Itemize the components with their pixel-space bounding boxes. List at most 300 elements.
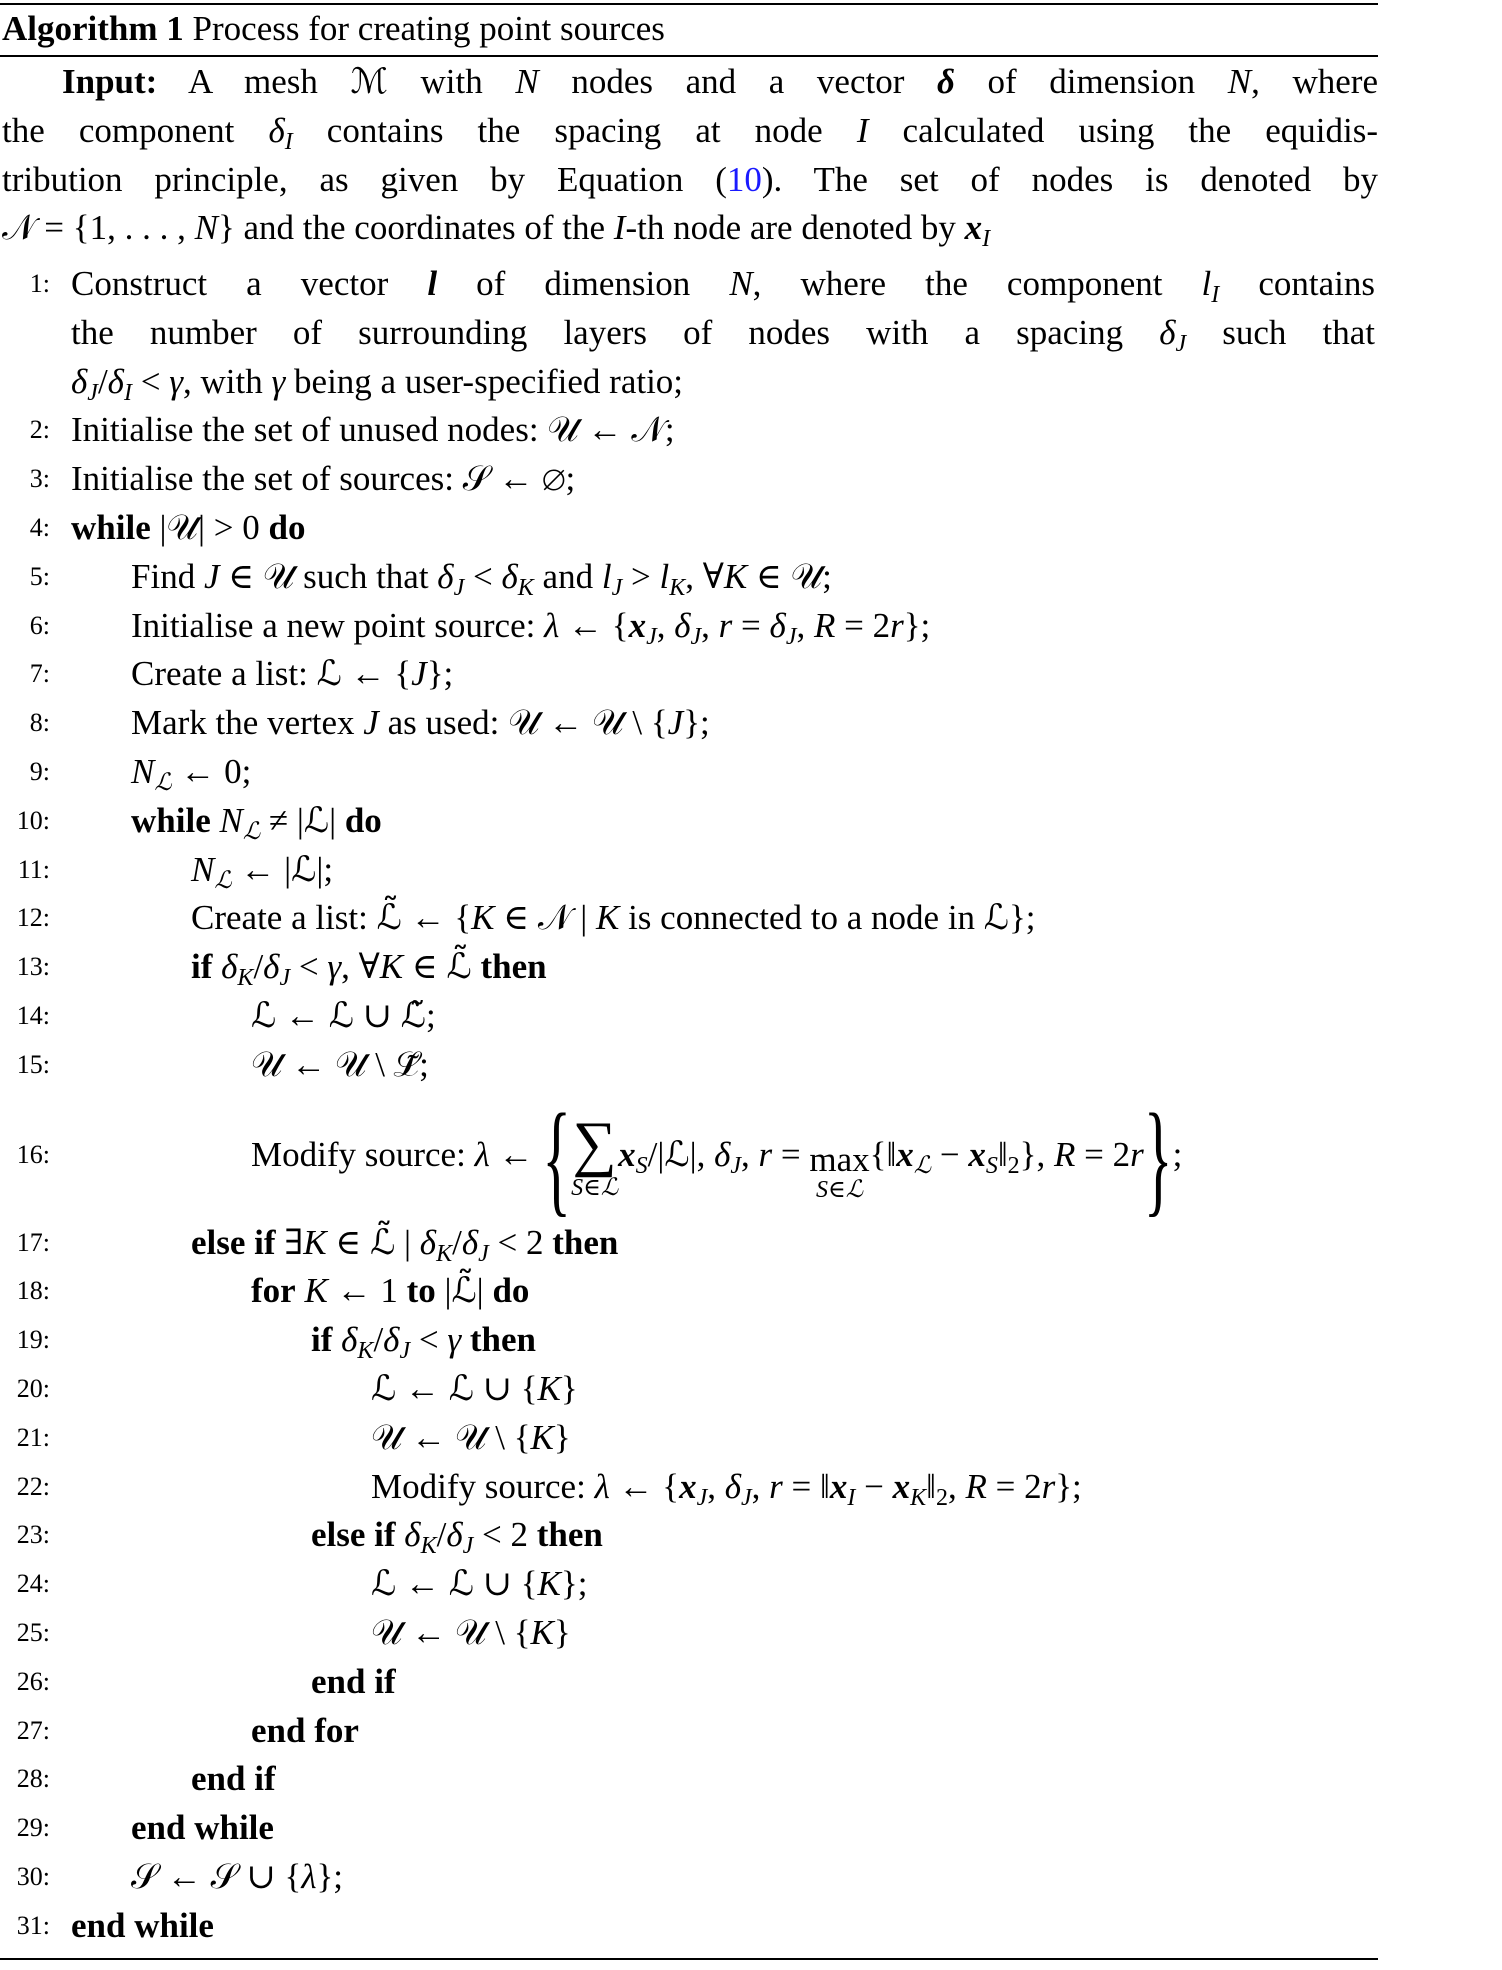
- line-number: 21:: [16, 1422, 50, 1452]
- subscript: J: [453, 574, 465, 601]
- text-run: ,: [656, 605, 675, 645]
- line-number: 25:: [16, 1617, 50, 1647]
- math-symbol: K: [379, 947, 404, 987]
- keyword: else if: [191, 1222, 276, 1262]
- line-row: [251, 1088, 1502, 1227]
- line-content: [71, 455, 1375, 504]
- operator-symbol: ∑: [572, 1110, 617, 1179]
- line-number: 4:: [29, 512, 50, 542]
- algorithm-line: [0, 1658, 1378, 1707]
- large-brace: {: [542, 1088, 572, 1227]
- line-content: [371, 1365, 1375, 1414]
- subscript: J: [87, 379, 98, 406]
- keyword: then: [469, 1320, 537, 1360]
- algorithm-line: [0, 602, 1378, 651]
- line-number: 23:: [16, 1520, 50, 1550]
- text-run: of dimension: [437, 264, 730, 303]
- line-row: [191, 1755, 1375, 1804]
- text-run: , with: [183, 361, 272, 401]
- subscript: J: [279, 965, 291, 992]
- line-number: 12:: [16, 903, 50, 933]
- text-run: ,: [707, 1466, 725, 1506]
- text-run: contains the spacing at node: [292, 110, 857, 150]
- line-content: [191, 1755, 1375, 1804]
- algorithm-line: [0, 1902, 1378, 1951]
- large-brace: }: [1143, 1088, 1173, 1227]
- text-run: Mark the vertex: [131, 703, 364, 743]
- line-row: [131, 1804, 1375, 1853]
- text-run: } and the coordinates of the: [217, 208, 614, 248]
- text-run: =: [732, 605, 770, 645]
- keyword: do: [492, 1271, 530, 1311]
- math-symbol: δ: [437, 556, 454, 596]
- text-run: tribution principle, as given by Equation (: [2, 159, 727, 199]
- text-run: };: [1055, 1466, 1082, 1506]
- keyword: while: [71, 507, 151, 547]
- line-row: [311, 1658, 1375, 1707]
- math-symbol: γ: [271, 361, 286, 401]
- text-run: /: [97, 361, 108, 401]
- text-run: ℒ ← ℒ ∪ {: [371, 1368, 538, 1408]
- subscript: I: [1211, 282, 1220, 308]
- line-number: 13:: [16, 952, 50, 982]
- math-symbol: δ: [268, 110, 285, 150]
- subscript: J: [611, 574, 623, 601]
- algorithm-line: [0, 1316, 1378, 1365]
- line-number: 19:: [16, 1325, 50, 1355]
- text-run: [332, 1320, 341, 1359]
- keyword: do: [344, 800, 382, 840]
- text-run: −: [931, 1134, 969, 1174]
- subscript: K: [237, 965, 254, 992]
- line-content: [191, 894, 1375, 943]
- line-number: 16:: [16, 1139, 50, 1169]
- subscript: K: [357, 1338, 374, 1365]
- math-symbol: N: [131, 751, 155, 791]
- algorithm-line: [0, 1463, 1378, 1512]
- math-symbol: K: [595, 898, 620, 938]
- math-symbol: r: [769, 1466, 783, 1506]
- math-symbol: K: [303, 1222, 327, 1262]
- subscript: K: [910, 1484, 927, 1511]
- line-row: [71, 260, 1375, 309]
- line-row: [311, 1316, 1375, 1365]
- text-run: ,: [741, 1134, 759, 1174]
- algorithm-label: Algorithm 1: [2, 9, 184, 48]
- keyword: to: [406, 1271, 436, 1311]
- algorithm-line: [0, 1609, 1378, 1658]
- math-symbol: λ: [594, 1466, 610, 1506]
- math-symbol: K: [471, 898, 495, 938]
- math-vector: x: [964, 208, 983, 248]
- math-symbol: δ: [769, 605, 786, 645]
- keyword: then: [480, 947, 547, 987]
- line-content: [371, 1609, 1375, 1658]
- math-vector: l: [427, 264, 438, 303]
- text-run: |𝒰| > 0: [150, 507, 269, 547]
- text-run: Modify source:: [251, 1134, 475, 1174]
- math-symbol: δ: [714, 1134, 731, 1174]
- math-symbol: δ: [461, 1222, 479, 1262]
- line-row: [251, 1707, 1375, 1756]
- text-run: };: [560, 1564, 588, 1604]
- algorithm-line: [0, 943, 1378, 992]
- line-row: [131, 650, 1375, 699]
- line-number: 22:: [16, 1471, 50, 1501]
- math-symbol: J: [203, 556, 220, 596]
- math-symbol: γ: [327, 947, 342, 987]
- algorithm-line: [0, 1511, 1378, 1560]
- text-run: < 2: [488, 1222, 553, 1262]
- algorithm-line: [0, 1707, 1378, 1756]
- text-run: Create a list: ℒ̃ ← {: [191, 898, 472, 938]
- algorithm-line: [0, 1365, 1378, 1414]
- algorithm-line: [0, 797, 1378, 846]
- text-run: 𝒮 ← 𝒮 ∪ {: [131, 1856, 302, 1896]
- math-symbol: δ: [501, 556, 518, 596]
- text-run: , ∀: [341, 947, 380, 987]
- line-row: [71, 455, 1375, 504]
- line-content: [251, 1041, 1375, 1090]
- text-run: }: [560, 1368, 578, 1408]
- text-run: 𝒰 ← 𝒰 \ {: [371, 1417, 531, 1457]
- math-vector: x: [628, 605, 647, 645]
- text-run: ∈ 𝒰;: [747, 556, 832, 596]
- algorithm-body: [0, 260, 1378, 1951]
- math-symbol: J: [411, 654, 427, 694]
- line-number: 24:: [16, 1569, 50, 1599]
- math-symbol: I: [856, 110, 869, 150]
- text-run: Construct a vector: [71, 264, 428, 303]
- keyword: Input:: [62, 62, 158, 101]
- line-number: 30:: [16, 1861, 50, 1891]
- line-content: [131, 553, 1375, 602]
- keyword: while: [131, 800, 211, 840]
- subscript: J: [462, 1533, 474, 1560]
- text-run: ← 0;: [171, 751, 252, 791]
- subscript: J: [399, 1338, 411, 1365]
- algorithm-line: [0, 699, 1378, 748]
- subscript: S: [635, 1152, 648, 1179]
- text-run: ;: [1172, 1134, 1183, 1174]
- subscript: 2: [1007, 1152, 1020, 1179]
- subscript: 2: [935, 1484, 948, 1511]
- algorithm-line: [0, 748, 1378, 797]
- algorithm-line: [0, 1414, 1378, 1463]
- text-run: ← |ℒ|;: [231, 849, 334, 889]
- line-row: [131, 1853, 1375, 1902]
- line-content: [371, 1560, 1375, 1609]
- text-run: as used: 𝒰 ← 𝒰 \ {: [378, 703, 668, 743]
- line-row: [131, 699, 1375, 748]
- keyword: else if: [311, 1515, 396, 1555]
- math-symbol: δ: [404, 1515, 421, 1555]
- math-symbol: N: [1227, 62, 1252, 101]
- keyword: do: [268, 507, 306, 547]
- math-symbol: δ: [674, 605, 691, 645]
- line-content: [311, 1658, 1375, 1707]
- text-run: ← {: [559, 605, 629, 645]
- algorithm-line: [0, 1088, 1378, 1227]
- line-content: [131, 1853, 1375, 1902]
- line-content: [131, 650, 1375, 699]
- text-run: = 2: [986, 1466, 1042, 1506]
- line-content: [371, 1414, 1375, 1463]
- text-run: Find: [131, 556, 204, 596]
- line-content: [131, 699, 1375, 748]
- text-run: ,: [751, 1466, 770, 1506]
- text-run: };: [316, 1856, 344, 1896]
- keyword: end if: [191, 1759, 276, 1799]
- line-number: 2:: [29, 415, 50, 445]
- subscript: K: [669, 574, 686, 601]
- subscript: ℒ: [913, 1152, 932, 1179]
- text-run: ,: [701, 605, 719, 645]
- line-row: [191, 1219, 1375, 1268]
- text-run: the component: [2, 110, 269, 150]
- subscript: ℒ: [154, 769, 172, 796]
- math-symbol: l: [659, 556, 670, 596]
- algorithm-line: [0, 894, 1378, 943]
- text-run: Initialise the set of sources: 𝒮 ← ∅;: [71, 459, 576, 499]
- math-symbol: J: [667, 703, 684, 743]
- line-row: [131, 602, 1375, 651]
- algorithm-caption: [2, 4, 665, 54]
- algorithm-line: [0, 1755, 1378, 1804]
- bottom-rule: [0, 1958, 1378, 1960]
- line-row: [371, 1609, 1375, 1658]
- text-run: ,: [947, 1466, 966, 1506]
- text-run: calculated using the equidis-: [868, 110, 1378, 150]
- math-symbol: K: [304, 1271, 328, 1311]
- line-content: [131, 602, 1375, 651]
- subscript: J: [1175, 330, 1187, 357]
- subscript: J: [730, 1152, 742, 1179]
- keyword: end for: [251, 1710, 359, 1750]
- line-number: 11:: [17, 854, 50, 884]
- text-run: ‖: [926, 1466, 936, 1506]
- line-row: [71, 406, 1375, 455]
- subscript: J: [741, 1484, 752, 1511]
- line-number: 31:: [16, 1910, 50, 1940]
- line-number: 26:: [16, 1666, 50, 1696]
- line-content: [191, 943, 1375, 992]
- subscript: K: [436, 1240, 453, 1267]
- keyword: end while: [131, 1808, 274, 1848]
- math-symbol: λ: [544, 605, 560, 645]
- text-run: <: [290, 947, 328, 987]
- line-number: 3:: [29, 464, 50, 494]
- subscript: ℒ: [242, 818, 261, 845]
- subscript: J: [696, 1484, 708, 1511]
- line-row: [371, 1560, 1375, 1609]
- line-number: 27:: [16, 1715, 50, 1745]
- subscript: J: [478, 1240, 489, 1267]
- line-row: [71, 358, 1375, 407]
- text-run: [212, 947, 221, 986]
- line-number: 15:: [16, 1049, 50, 1079]
- algorithm-line: [0, 1560, 1378, 1609]
- math-symbol: l: [1201, 264, 1212, 303]
- line-content: [251, 1088, 1502, 1227]
- text-run: , where: [1251, 62, 1378, 101]
- text-run: = 2: [1075, 1134, 1131, 1174]
- text-run: ∈ 𝒰 such that: [219, 556, 438, 596]
- math-vector: x: [679, 1466, 697, 1506]
- line-row: [251, 992, 1375, 1041]
- text-run: ∈ ℒ̃: [403, 947, 481, 987]
- input-row: [2, 204, 1378, 253]
- line-row: [71, 504, 1375, 553]
- line-number: 9:: [29, 756, 50, 786]
- subscript: I: [123, 379, 132, 406]
- math-symbol: γ: [169, 361, 183, 401]
- math-symbol: δ: [419, 1222, 437, 1262]
- algorithm-line: [0, 1804, 1378, 1853]
- line-content: [131, 1804, 1375, 1853]
- line-content: [251, 1267, 1375, 1316]
- subscript: J: [646, 623, 657, 650]
- math-symbol: N: [191, 849, 215, 889]
- text-run: ℒ ← ℒ ∪ ℒ̃;: [251, 995, 436, 1035]
- algorithm-line: [0, 650, 1378, 699]
- math-symbol: r: [890, 605, 904, 645]
- text-run: and: [533, 556, 602, 596]
- math-symbol: K: [537, 1564, 561, 1604]
- math-symbol: r: [1041, 1466, 1056, 1506]
- keyword: if: [311, 1320, 333, 1360]
- line-row: [311, 1511, 1375, 1560]
- text-run: nodes and a vector: [538, 62, 937, 101]
- text-run: 𝒰 ← 𝒰 \ ℒ̃;: [251, 1044, 429, 1084]
- algorithm-line: [0, 1219, 1378, 1268]
- text-run: ,: [796, 605, 814, 645]
- text-run: {‖: [869, 1134, 897, 1174]
- text-run: 𝒩 = {1, . . . ,: [2, 208, 195, 248]
- text-run: = ‖: [782, 1466, 830, 1506]
- math-symbol: J: [363, 703, 379, 743]
- text-run: ℒ ← ℒ ∪ {: [371, 1564, 538, 1604]
- math-symbol: N: [194, 208, 218, 248]
- line-number: 20:: [16, 1373, 50, 1403]
- line-row: [131, 797, 1375, 846]
- text-run: , ∀: [685, 556, 724, 596]
- text-run: such that: [1186, 312, 1375, 352]
- subscript: I: [284, 128, 293, 155]
- line-row: [251, 1267, 1375, 1316]
- operator-symbol: max: [809, 1139, 870, 1179]
- line-content: [71, 260, 1375, 406]
- line-row: [71, 1902, 1375, 1951]
- algorithm-line: [0, 553, 1378, 602]
- math-symbol: δ: [107, 361, 124, 401]
- text-run: >: [622, 556, 660, 596]
- math-symbol: R: [813, 605, 836, 645]
- keyword: end if: [311, 1661, 396, 1701]
- text-run: };: [903, 605, 931, 645]
- math-vector: x: [829, 1466, 848, 1506]
- keyword: then: [552, 1222, 619, 1262]
- keyword: if: [191, 947, 213, 987]
- math-symbol: N: [515, 62, 539, 101]
- line-content: [251, 1707, 1375, 1756]
- text-run: ∈ 𝒩 |: [494, 898, 596, 938]
- math-vector: δ: [936, 62, 955, 101]
- max-operator: [809, 1112, 869, 1203]
- line-row: [131, 748, 1375, 797]
- line-number: 7:: [29, 659, 50, 689]
- line-content: [131, 797, 1375, 846]
- summation: [571, 1110, 619, 1202]
- line-content: [311, 1316, 1375, 1365]
- text-run: };: [426, 654, 454, 694]
- math-symbol: r: [1130, 1134, 1144, 1174]
- line-row: [371, 1414, 1375, 1463]
- input-row: [2, 58, 1378, 107]
- text-run: 𝒰 ← 𝒰 \ {: [371, 1612, 531, 1652]
- keyword: then: [536, 1515, 603, 1555]
- text-run: /: [436, 1515, 447, 1555]
- math-vector: x: [968, 1134, 986, 1174]
- line-number: 18:: [16, 1276, 50, 1306]
- math-symbol: γ: [447, 1320, 462, 1360]
- line-row: [71, 309, 1375, 358]
- text-run: ← 1: [327, 1271, 407, 1311]
- text-run: /|ℒ|,: [647, 1134, 715, 1174]
- math-vector: x: [618, 1134, 636, 1174]
- line-number: 29:: [16, 1813, 50, 1843]
- text-run: }: [553, 1417, 571, 1457]
- subscript: ℒ: [214, 867, 232, 894]
- math-symbol: δ: [71, 361, 88, 401]
- math-symbol: R: [965, 1466, 987, 1506]
- text-run: being a user-specified ratio;: [285, 361, 684, 401]
- algorithm-line: [0, 455, 1378, 504]
- text-run: of dimension: [954, 62, 1228, 101]
- text-run: is connected to a node in ℒ};: [619, 898, 1036, 938]
- algorithm-line: [0, 1853, 1378, 1902]
- line-content: [71, 406, 1375, 455]
- text-run: Modify source:: [371, 1466, 595, 1506]
- line-content: [191, 846, 1375, 895]
- text-run: the number of surrounding layers of nodes with a spacing: [71, 312, 1160, 352]
- text-run: contains: [1219, 264, 1375, 303]
- operator-limit: S∈ℒ: [815, 1176, 864, 1203]
- subscript: K: [517, 574, 534, 601]
- text-run: /: [373, 1320, 384, 1360]
- line-number: 17:: [16, 1227, 50, 1257]
- line-number: 1:: [29, 269, 50, 298]
- algorithm-line: [0, 846, 1378, 895]
- keyword: end while: [71, 1905, 214, 1945]
- caption-rule: [0, 55, 1378, 57]
- line-row: [371, 1463, 1375, 1512]
- subscript: I: [982, 226, 991, 253]
- subscript: J: [785, 623, 797, 650]
- math-symbol: δ: [341, 1320, 358, 1360]
- line-content: [251, 992, 1375, 1041]
- text-run: <: [131, 361, 170, 401]
- line-number: 6:: [29, 610, 50, 640]
- text-run: },: [1019, 1134, 1054, 1174]
- math-symbol: δ: [263, 947, 280, 987]
- equation-link[interactable]: 10: [726, 159, 762, 199]
- text-run: [396, 1515, 405, 1554]
- text-run: Initialise the set of unused nodes: 𝒰 ← 𝒩;: [71, 410, 675, 450]
- subscript: S: [985, 1152, 998, 1179]
- text-run: <: [464, 556, 502, 596]
- operator-limit: S∈ℒ: [571, 1175, 619, 1202]
